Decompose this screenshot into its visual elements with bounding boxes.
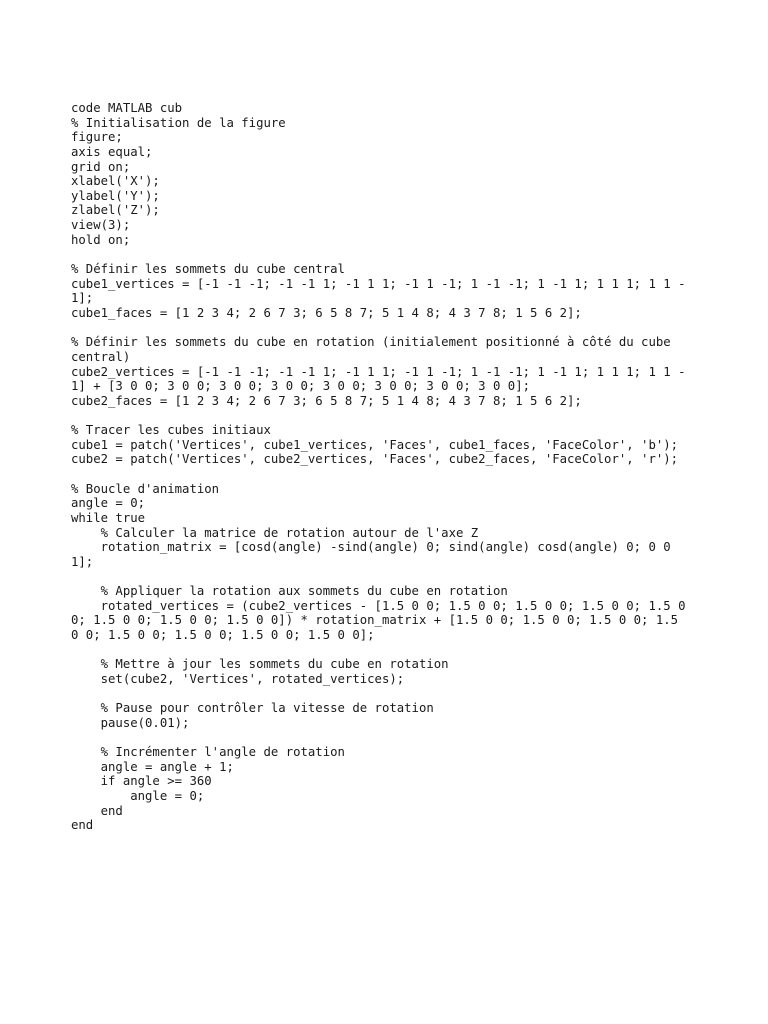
- code-line: % Appliquer la rotation aux sommets du cube en rotation: [71, 584, 508, 599]
- code-line: 1];: [71, 554, 94, 569]
- code-line: % Calculer la matrice de rotation autour de l'axe Z: [71, 525, 479, 540]
- code-line: cube2_vertices = [-1 -1 -1; -1 -1 1; -1 1 1; -1 1 -1; 1 -1 -1; 1 -1 1; 1 1 1; 1 1 -: [71, 364, 686, 379]
- code-line: end: [71, 818, 94, 833]
- code-line: % Tracer les cubes initiaux: [71, 423, 271, 438]
- code-line: % Incrémenter l'angle de rotation: [71, 745, 345, 760]
- code-line: cube1 = patch('Vertices', cube1_vertices, 'Faces', cube1_faces, 'FaceColor', 'b');: [71, 437, 679, 452]
- code-line: cube1_vertices = [-1 -1 -1; -1 -1 1; -1 1 1; -1 1 -1; 1 -1 -1; 1 -1 1; 1 1 1; 1 1 -: [71, 276, 686, 291]
- code-line: if angle >= 360: [71, 774, 212, 789]
- blank-line: [71, 643, 711, 658]
- code-line: set(cube2, 'Vertices', rotated_vertices);: [71, 671, 405, 686]
- code-line: % Boucle d'animation: [71, 481, 220, 496]
- code-line: rotated_vertices = (cube2_vertices - [1.5 0 0; 1.5 0 0; 1.5 0 0; 1.5 0 0; 1.5 0: [71, 598, 686, 613]
- code-line: cube1_faces = [1 2 3 4; 2 6 7 3; 6 5 8 7; 5 1 4 8; 4 3 7 8; 1 5 6 2];: [71, 305, 582, 320]
- code-line: hold on;: [71, 232, 131, 247]
- code-line: rotation_matrix = [cosd(angle) -sind(angle) 0; sind(angle) cosd(angle) 0; 0 0: [71, 540, 671, 555]
- code-line: grid on;: [71, 159, 131, 174]
- code-line: pause(0.01);: [71, 715, 190, 730]
- code-line: axis equal;: [71, 144, 153, 159]
- code-line: figure;: [71, 130, 123, 145]
- blank-line: [71, 570, 711, 585]
- code-line: xlabel('X');: [71, 174, 160, 189]
- code-line: central): [71, 349, 131, 364]
- code-line: angle = angle + 1;: [71, 759, 234, 774]
- code-line: % Pause pour contrôler la vitesse de rotation: [71, 701, 434, 716]
- blank-line: [71, 731, 711, 746]
- code-line: 1] + [3 0 0; 3 0 0; 3 0 0; 3 0 0; 3 0 0; 3 0 0; 3 0 0; 3 0 0];: [71, 379, 531, 394]
- code-line: zlabel('Z');: [71, 203, 160, 218]
- code-line: cube2_faces = [1 2 3 4; 2 6 7 3; 6 5 8 7; 5 1 4 8; 4 3 7 8; 1 5 6 2];: [71, 393, 582, 408]
- code-line: 0 0; 1.5 0 0; 1.5 0 0; 1.5 0 0; 1.5 0 0];: [71, 628, 375, 643]
- code-line: % Initialisation de la figure: [71, 115, 286, 130]
- code-line: % Définir les sommets du cube central: [71, 262, 345, 277]
- code-document: [71, 101, 711, 833]
- code-line: 1];: [71, 291, 94, 306]
- blank-line: [71, 408, 711, 423]
- code-line: end: [71, 803, 123, 818]
- code-line: cube2 = patch('Vertices', cube2_vertices, 'Faces', cube2_faces, 'FaceColor', 'r');: [71, 452, 679, 467]
- code-line: % Définir les sommets du cube en rotation (initialement positionné à côté du cube: [71, 335, 671, 350]
- code-line: angle = 0;: [71, 789, 205, 804]
- code-line: code MATLAB cub: [71, 101, 183, 115]
- code-line: % Mettre à jour les sommets du cube en rotation: [71, 657, 449, 672]
- code-line: 0; 1.5 0 0; 1.5 0 0; 1.5 0 0]) * rotation_matrix + [1.5 0 0; 1.5 0 0; 1.5 0 0; 1.5: [71, 613, 679, 628]
- blank-line: [71, 467, 711, 482]
- code-line: while true: [71, 510, 146, 525]
- code-line: view(3);: [71, 218, 131, 233]
- blank-line: [71, 321, 711, 336]
- blank-line: [71, 687, 711, 702]
- code-line: ylabel('Y');: [71, 188, 160, 203]
- blank-line: [71, 247, 711, 262]
- code-line: angle = 0;: [71, 496, 146, 511]
